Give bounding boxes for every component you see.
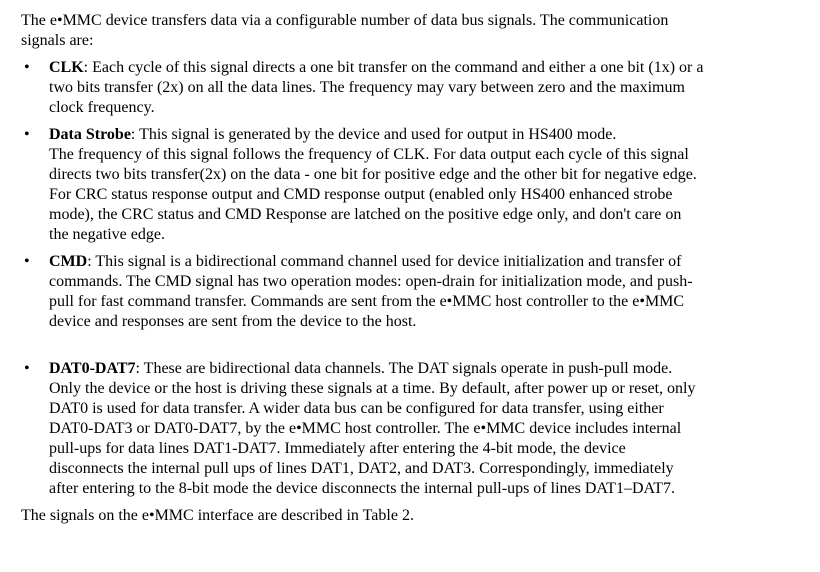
strobe-text-1: This signal is generated by the device and used for output in HS400 mode. [139,126,617,143]
strobe-line-3: directs two bits transfer(2x) on the data - one bit for positive edge and the other bit for negative edge. [49,166,697,183]
closing-paragraph: The signals on the e•MMC interface are described in Table 2. [21,507,414,524]
document-body [21,11,811,526]
bullet-dot-icon: • [24,126,30,143]
dat-line-2: Only the device or the host is driving these signals at a time. By default, after power up or reset, only [49,380,696,397]
signal-list [21,58,811,499]
clk-line-2: two bits transfer (2x) on all the data lines. The frequency may vary between zero and the maximum [49,79,685,96]
term-dat0-dat7: DAT0-DAT7 [49,360,136,377]
cmd-line-3: pull for fast command transfer. Commands are sent from the e•MMC host controller to the e•MMC [49,293,685,310]
intro-paragraph [21,11,811,51]
term-data-strobe: Data Strobe [49,126,131,143]
clk-line-3: clock frequency. [49,99,155,116]
term-clk: CLK [49,59,84,76]
dat-sep: : [135,360,144,377]
cmd-sep: : [87,253,96,270]
cmd-line-1 [49,252,811,272]
bullet-dot-icon: • [24,360,30,377]
intro-line-1: The e•MMC device transfers data via a configurable number of data bus signals. The communication [21,12,669,29]
dat-text-1: These are bidirectional data channels. The DAT signals operate in push-pull mode. [143,360,673,377]
list-item-clk [21,58,811,118]
dat-line-1 [49,359,811,379]
strobe-line-4: For CRC status response output and CMD response output (enabled only HS400 enhanced strobe [49,186,673,203]
strobe-line-2: The frequency of this signal follows the frequency of CLK. For data output each cycle of this signal [49,146,689,163]
cmd-line-4: device and responses are sent from the device to the host. [49,313,417,330]
clk-line-1 [49,58,811,78]
list-item-dat0-dat7 [21,359,811,499]
list-item-cmd [21,252,811,332]
clk-text-1: Each cycle of this signal directs a one bit transfer on the command and either a one bit (1x) or a [92,59,704,76]
strobe-line-6: the negative edge. [49,226,165,243]
dat-line-5: pull-ups for data lines DAT1-DAT7. Immediately after entering the 4-bit mode, the device [49,440,626,457]
dat-line-6: disconnects the internal pull ups of lines DAT1, DAT2, and DAT3. Correspondingly, immediately [49,460,674,477]
intro-line-2: signals are: [21,32,94,49]
bullet-dot-icon: • [24,253,30,270]
bullet-dot-icon: • [24,59,30,76]
dat-line-3: DAT0 is used for data transfer. A wider data bus can be configured for data transfer, using either [49,400,664,417]
term-cmd: CMD [49,253,88,270]
list-item-data-strobe [21,125,811,245]
clk-sep: : [83,59,93,76]
cmd-text-1: This signal is a bidirectional command channel used for device initialization and transfer of [95,253,682,270]
dat-line-7: after entering to the 8-bit mode the device disconnects the internal pull-ups of lines DAT1–DAT7. [49,480,676,497]
strobe-sep: : [130,126,140,143]
dat-line-4: DAT0-DAT3 or DAT0-DAT7, by the e•MMC host controller. The e•MMC device includes internal [49,420,682,437]
strobe-line-1 [49,125,811,145]
strobe-line-5: mode), the CRC status and CMD Response are latched on the positive edge only, and don't care on [49,206,682,223]
cmd-line-2: commands. The CMD signal has two operation modes: open-drain for initialization mode, and push- [49,273,693,290]
